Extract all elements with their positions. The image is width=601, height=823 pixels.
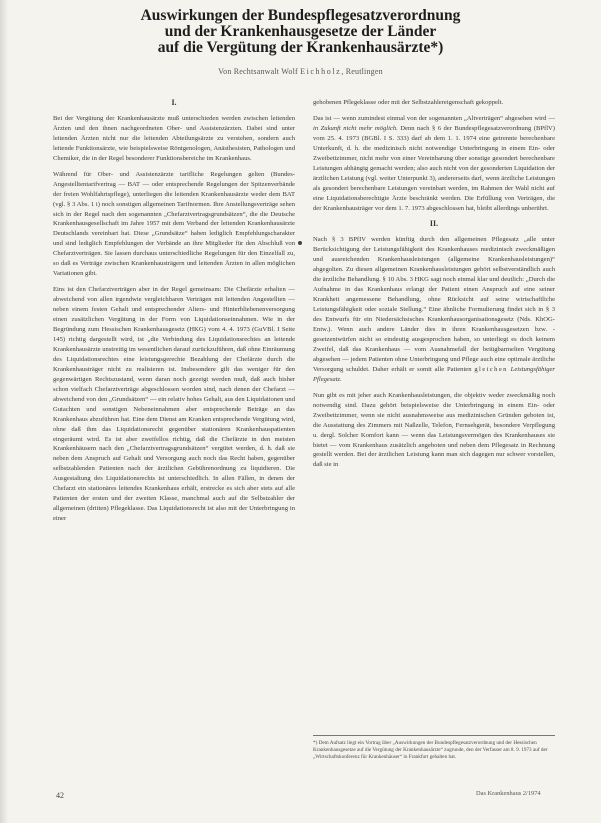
left-paragraph-2: Während für Ober- und Assistenzärzte tarifliche Regelungen gelten (Bundes-Angestelltentarifvertrag — BAT — oder entsprechende Regelungen der Spitzenverbände der freien Wohlfahrtspflege), unterliegen die leitenden Krankenhausärzte weder dem BAT (vgl. § 3 Abs. 1 i) noch sonstigen allgemeinen Tarifnormen. Ihre Anstellungsverträge sehen sich in der Regel nach den sogenannten „Chefarztvertragsgrundsätzen“, die die Deutsche Krankenhausgesellschaft im Jahre 1957 mit dem Verband der leitenden Krankenhausärzte Deutschlands vereinbart hat. Diese „Grundsätze“ haben lediglich Empfehlungscharakter und sind lediglich Empfehlungen der Verbände an ihre Mitglieder für den Abschluß von Chefarztverträgen. Sie lassen durchaus unterschiedliche Regelungen für den Einzelfall zu, so daß es Verträge zwischen Krankenhausträgern und leitenden Ärzten in allen möglichen Variationen gibt. — [53, 170, 295, 278]
title-line-1: Auswirkungen der Bundespflegesatzverordnung — [140, 7, 461, 24]
right-paragraph-2 — [313, 114, 555, 214]
margin-mark — [298, 241, 302, 245]
scan-shadow — [0, 0, 8, 823]
author-line — [48, 67, 553, 76]
left-paragraph-3: Eins ist den Chefarztverträgen aber in der Regel gemeinsam: Die Chefärzte erhalten — abweichend von allen irgendwie vergleichbaren Verträgen mit leitenden Angestellten — neben einem festen Gehalt und entsprechender Alters- und Hinterbliebenenversorgung einen zusätzlichen Vergütung in der Form von Liquidationseinnahmen. Wie in der Begründung zum Hessischen Krankenhausgesetz (HKG) vom 4. 4. 1973 (GuVBl. I Seite 145) richtig dargestellt wird, ist „die Verbindung des Liquidationsrechtes an leitende Krankenhausärzte unstreitig im wesentlichen darauf zurückzuführen, daß ohne Einräumung des Liquidationsrechtes eine leistungsgerechte Bezahlung der Chefärzte durch die Krankenhausträger nicht zu realisieren ist. Insbesondere gilt das weniger für den gegenwärtigen Rechtszustand, wenn daran noch gezeigt werden muß, daß auch bisher schon vielfach Chefarztverträge abgeschlossen worden sind, nach denen der Chefarzt — abweichend von den „Grundsätzen“ — ein relativ hohes Gehalt, aus den Liquidationen und Gutachten und sonstigen Nebeneinnahmen aber entsprechende Beträge an das Krankenhaus abzuführen hat. Eine dem Dienst am Kranken entsprechende Vergütung wird, ohne daß ihm das Liquidationsrecht gegenüber stationären Krankenhauspatienten eingeräumt wird. Es ist aber zweifellos richtig, daß die Chefärzte in den meisten Krankenhäusern nach den „Chefarztvertragsgrundsätzen“ vergütet werden, d. h. daß sie neben dem Anspruch auf Gehalt und Versorgung auch noch das Recht haben, gegenüber selbstzahlenden Patienten nach der ärztlichen Gebührenordnung zu liquidieren. Die Ausgestaltung des Liquidationsrechts ist unterschiedlich. In allen Fällen, in denen der Chefarzt ein stationäres leitendes Krankenhaus erhält, erstrecke es sich aber stets auf alle Patienten der ersten und der zweiten Klasse, manchmal auch auf die Selbstzahler der allgemeinen (dritten) Pflegeklasse. Das Liquidationsrecht ist also mit der Unterbringung in einer — [53, 286, 295, 523]
right-paragraph-3 — [313, 235, 555, 384]
page-number: 42 — [56, 791, 64, 800]
right-p3-emphasis: Leistungsfähiger Pflegesatz. — [313, 365, 555, 383]
section-heading-2: II. — [429, 219, 439, 229]
author-name: Eichholz — [300, 67, 342, 76]
right-p3-spaced: gleichen — [474, 365, 508, 373]
author-prefix: Von Rechtsanwalt Wolf — [218, 67, 298, 76]
right-p2-emphasis: in Zukunft nicht mehr möglich. — [313, 124, 398, 132]
right-p2-text-b: Denn nach § 6 der Bundespflegesatzverordnung (BPflV) vom 25. 4. 1973 (BGBl. I S. 333) darf ab dem 1. 1. 1974 eine getrennte berechenbare Unterkunft, d. h. die medizinisch nicht notwendige Unterbringung in einem Ein- oder Zweibettzimmer, nicht mehr von einer Vereinbarung über sonstige gesondert berechenbare Leistungen abhängig gemacht werden; also auch nicht von der gesonderten Liquidation der ärztlichen Leistung (vgl. weiter Unterpunkt 3), andererseits darf, wenn ärztliche Leistungen als gesondert berechenbare Leistungen vereinbart werden, im Rahmen der Wahl nicht auf eine Liquidationsberechtigte Ärzte beschränkt werden. Die Erfüllung von Verträgen, die der Krankenhausträger vor dem 1. 7. 1973 abgeschlossen hat, bleibt allerdings unberührt. — [313, 124, 555, 212]
journal-reference: Das Krankenhaus 2/1974 — [476, 790, 541, 797]
right-p2-text-a: Das ist — wenn zumindest einmal von der sogenannten „Altverträgen“ abgesehen wird — — [313, 114, 555, 122]
footnote: *) Dem Aufsatz liegt ein Vortrag über „Auswirkungen der Bundespflegesatzverordnung und der Hessischen Krankenhausgesetze auf die Vergütung der Krankenhausärzte“ zugrunde, den der Verfasser am 8. 9. 1973 auf der „Wirtschaftskonferenz für Krankenhäuser“ in Frankfurt gehalten hat. — [313, 735, 555, 761]
left-column — [53, 98, 295, 530]
left-paragraph-1: Bei der Vergütung der Krankenhausärzte muß unterschieden werden zwischen leitenden Ärzten und den ihnen nachgeordneten Ober- und Assistenzärzten. Dabei sind unter leitenden Ärzten nicht nur die leitenden Abteilungsärzte zu verstehen, sondern auch leitende Funktionsärzte, wie beispielsweise Röntgenologen, Anästhesisten, Pathologen und Chemiker, die in der Regel besonderer Funktionsbereiche im Krankenhaus. — [53, 114, 295, 162]
article-title — [48, 8, 553, 56]
author-suffix: , Reutlingen — [341, 67, 383, 76]
right-paragraph-4: Nun gibt es mit jeher auch Krankenhausleistungen, die objektiv weder zweckmäßig noch notwendig sind. Dazu gehört beispielsweise die Unterbringung in einem Ein- oder Zweibettzimmer, wenn sie nicht ausnahmsweise aus medizinischen Gründen geboten ist, die Ausstattung des Zimmers mit Naßzelle, Telefon, Fernsehgerät, besondere Verpflegung u. dergl. Solcher Komfort kann — wenn das Leistungsvermögen des Krankenhauses sie bietet — vom Krankenhaus zusätzlich angeboten und neben dem Pflegesatz in Rechnung gestellt werden. Bei der ärztlichen Leistung kann man sich dagegen nur schwer vorstellen, daß sie in — [313, 391, 555, 469]
title-line-2: und der Krankenhausgesetze der Länder — [164, 23, 437, 40]
article-header — [48, 8, 553, 76]
right-paragraph-1: gehobenen Pflegeklasse oder mit der Selbstzahlereigenschaft gekoppelt. — [313, 99, 504, 106]
title-line-3: auf die Vergütung der Krankenhausärzte*) — [157, 39, 444, 56]
right-p3-text-a: Nach § 3 BPfIV werden künftig durch den allgemeinen Pflegesatz „alle unter Berücksichtigung der Leistungsfähigkeit des Krankenhauses medizinisch zweckmäßigen und ausreichenden Krankenhausleistungen (allgemeine Krankenhausleistungen)“ abgegolten. Zu diesen allgemeinen Krankenhausleistungen gehört selbstverständlich auch die ärztliche Behandlung. § 10 Abs. 3 HKG sagt noch einmal klar und deutlich: „Durch die Aufnahme in das Krankenhaus erlangt der Patient einen Anspruch auf eine seiner Krankheit angemessene Behandlung, ohne Rücksicht auf seine wirtschaftliche Leistungsfähigkeit oder soziale Stellung.“ Eine ähnliche Formulierung findet sich in § 3 des Entwurfs für ein Niedersächsisches Krankenhausorganisationsgesetz (Nds. KhOG-Entw.). Wenn auch andere Länder dies in ihren Krankenhausgesetzen bzw. -gesetzentwürfen nicht so eindeutig ausgesprochen haben, so unterliegt es doch keinem Zweifel, daß das Krankenhaus — vom Ausnahmefall der beiügbarmelten Vergütung abgesehen — jedem Patienten ohne Unterbringung und Pflege auch eine optimale ärztliche Versorgung schuldet. Daher erhält er somit alle Patienten — [313, 236, 555, 373]
right-column — [313, 98, 555, 476]
section-heading-1: I. — [171, 98, 177, 107]
